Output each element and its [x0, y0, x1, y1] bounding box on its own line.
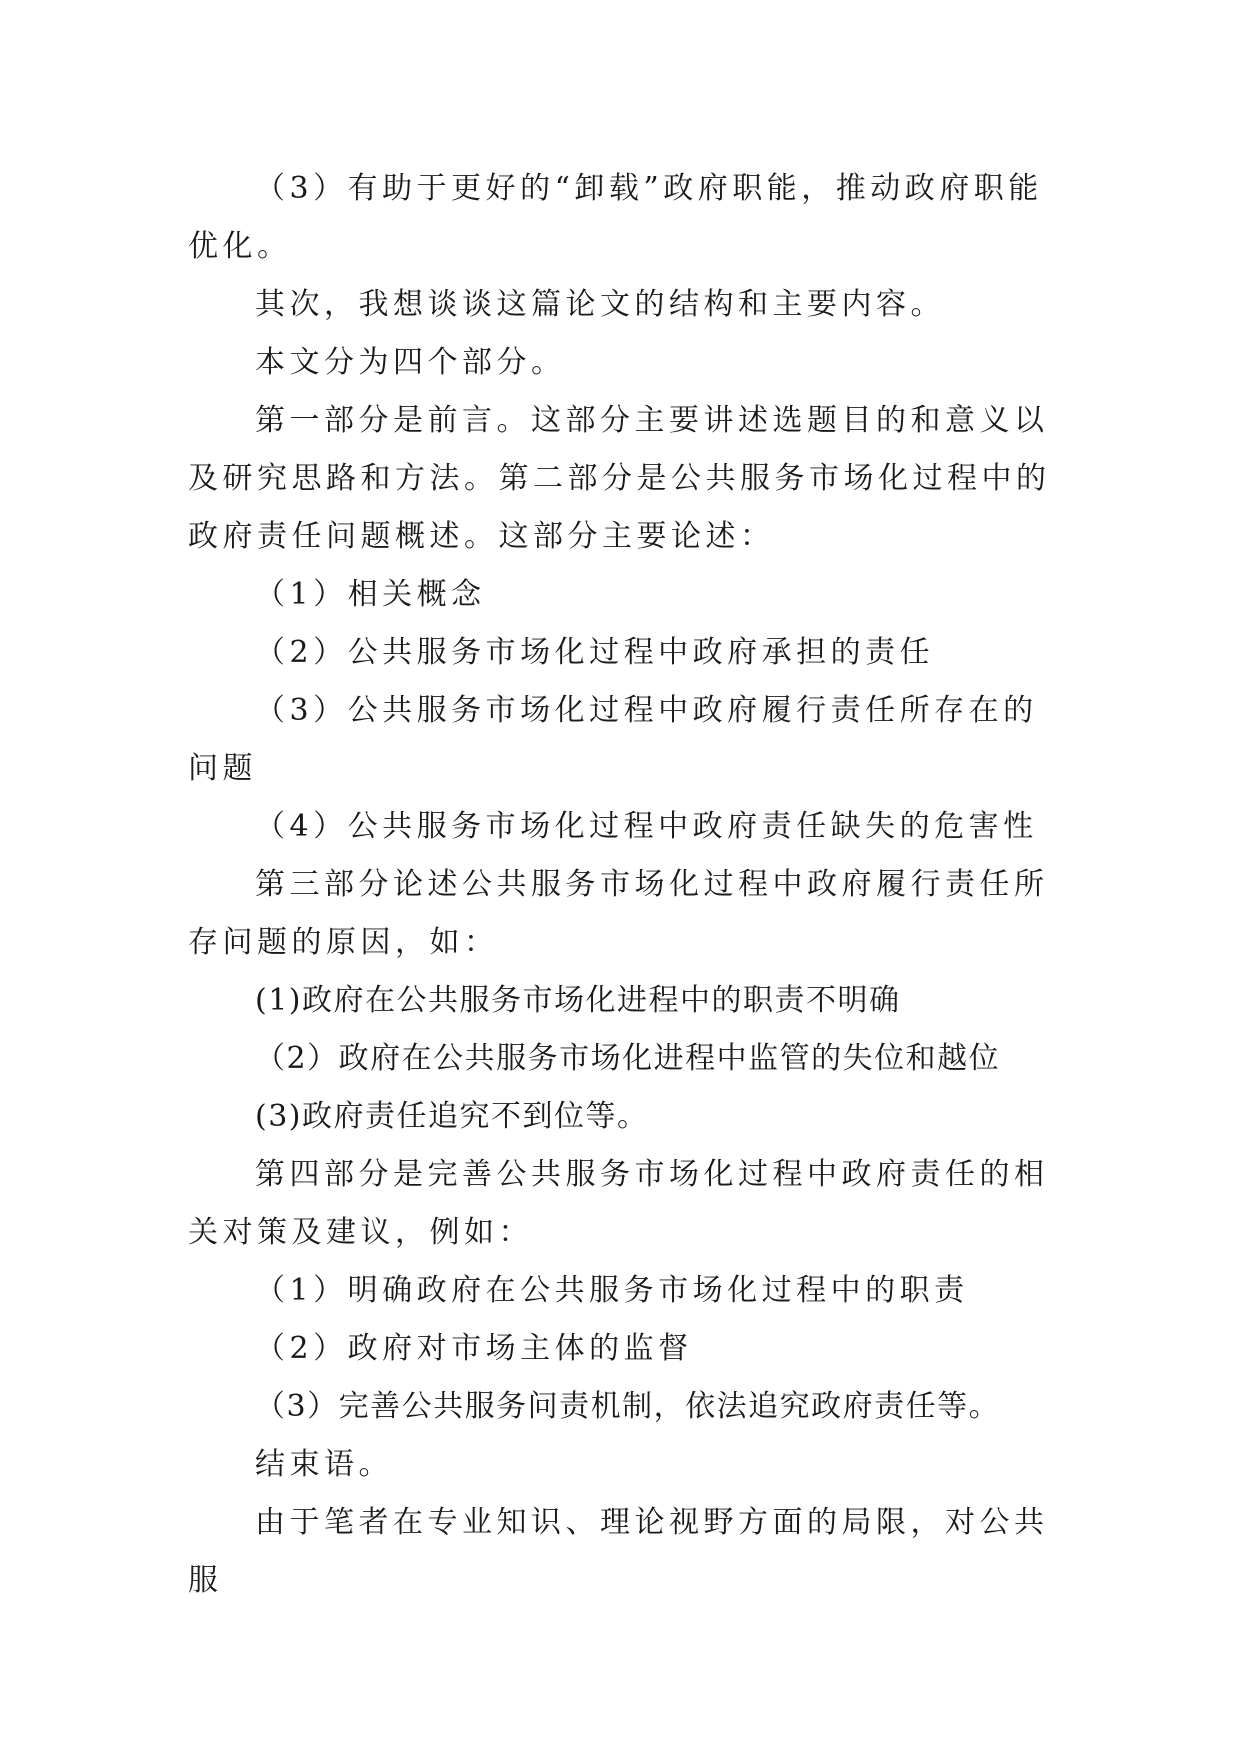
paragraph: 第四部分是完善公共服务市场化过程中政府责任的相关对策及建议，例如：	[188, 1157, 1049, 1250]
paragraph: 其次，我想谈谈这篇论文的结构和主要内容。	[255, 287, 945, 322]
paragraph: 第一部分是前言。这部分主要讲述选题目的和意义以及研究思路和方法。第二部分是公共服务市场化过程中的政府责任问题概述。这部分主要论述：	[188, 403, 1051, 554]
document-body	[188, 160, 1054, 1610]
list-item: （2）政府在公共服务市场化进程中监管的失位和越位	[255, 1041, 1001, 1076]
list-item: （1）相关概念	[255, 577, 486, 612]
list-item: （2）政府对市场主体的监督	[255, 1331, 693, 1366]
paragraph: 第三部分论述公共服务市场化过程中政府履行责任所存问题的原因，如：	[188, 867, 1049, 960]
list-item: （1）明确政府在公共服务市场化过程中的职责	[255, 1273, 969, 1308]
list-item: （3）公共服务市场化过程中政府履行责任所存在的问题	[188, 693, 1038, 786]
paragraph: 由于笔者在专业知识、理论视野方面的局限，对公共服	[188, 1505, 1049, 1598]
paragraph: 结束语。	[255, 1447, 393, 1482]
paragraph: （3）有助于更好的“卸载”政府职能，推动政府职能优化。	[188, 171, 1043, 264]
list-item: （4）公共服务市场化过程中政府责任缺失的危害性	[255, 809, 1038, 844]
list-item: (1)政府在公共服务市场化进程中的职责不明确	[255, 983, 901, 1018]
list-item: （2）公共服务市场化过程中政府承担的责任	[255, 635, 935, 670]
list-item: (3)政府责任追究不到位等。	[255, 1099, 649, 1134]
list-item: （3）完善公共服务问责机制，依法追究政府责任等。	[255, 1389, 1001, 1424]
paragraph: 本文分为四个部分。	[255, 345, 566, 380]
